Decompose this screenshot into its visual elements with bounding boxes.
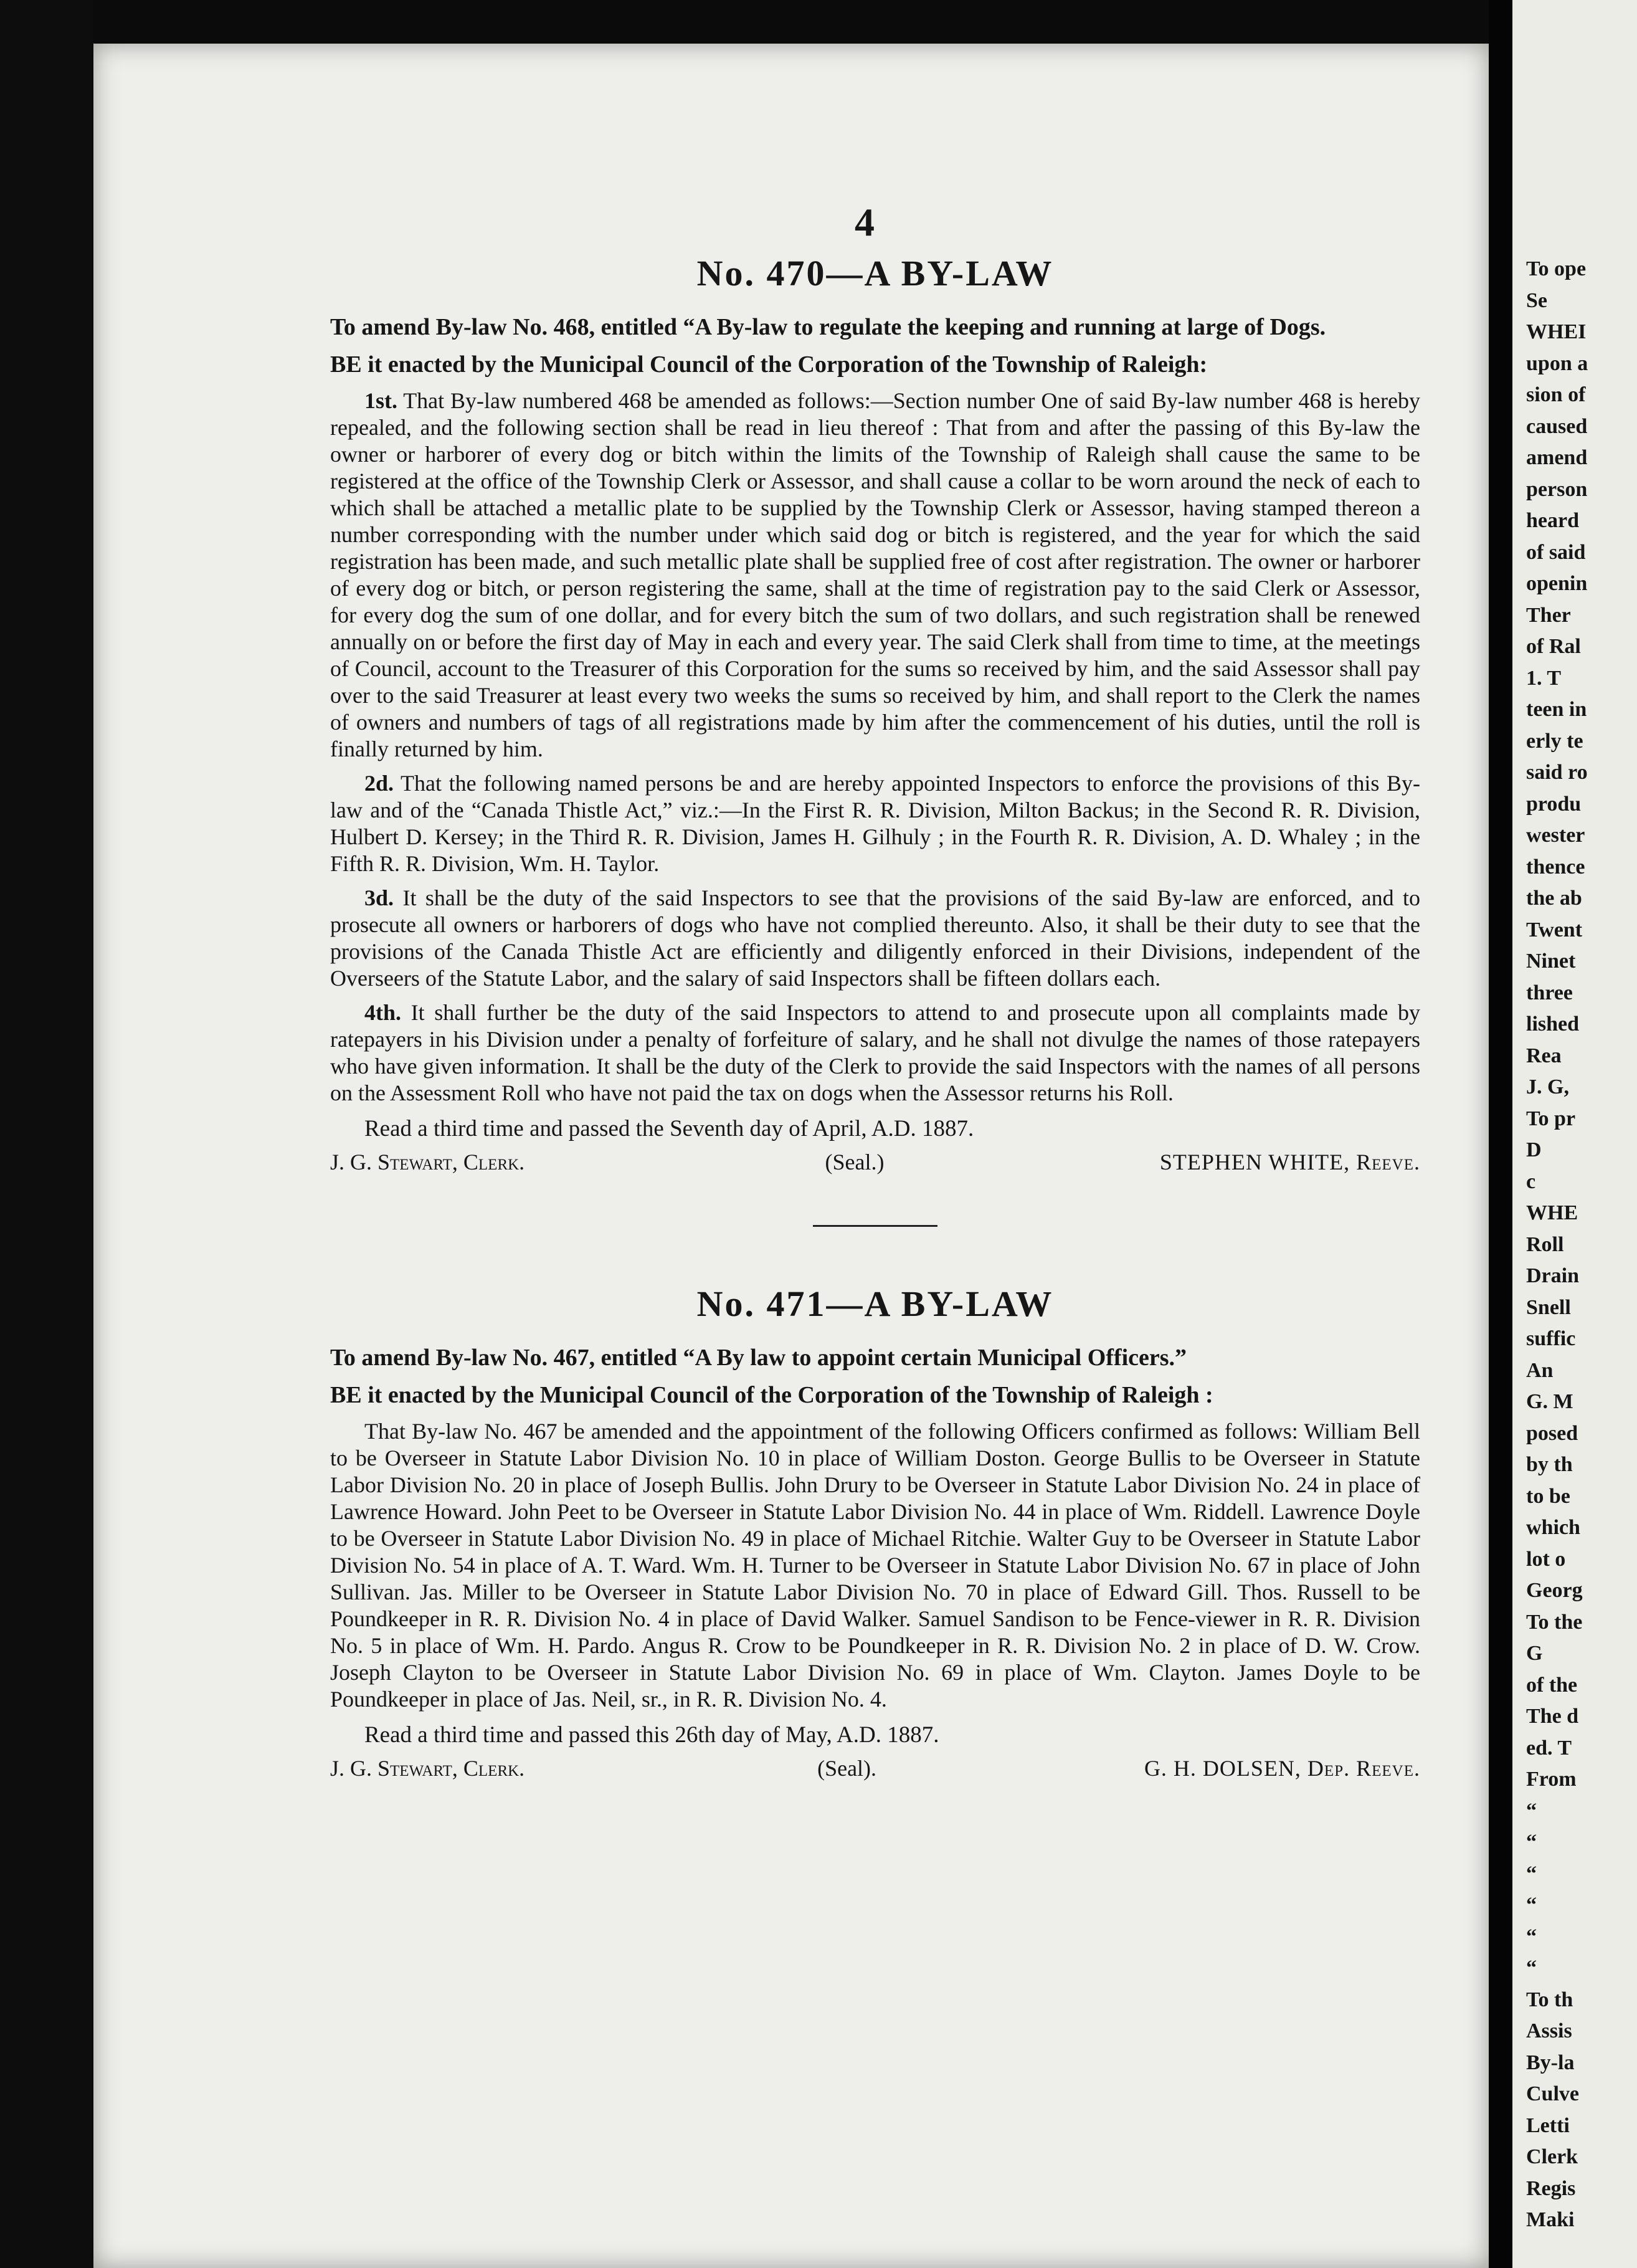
adjacent-page-line: which <box>1526 1516 1580 1539</box>
page-gutter <box>1489 0 1512 2268</box>
section-lead: 3d. <box>364 885 394 910</box>
reeve-signature: STEPHEN WHITE, Reeve. <box>1159 1150 1420 1174</box>
bylaw-470-signatures <box>330 1149 1420 1175</box>
adjacent-page-line: openin <box>1526 572 1588 595</box>
adjacent-page-line: Rea <box>1526 1044 1562 1067</box>
adjacent-page-line: upon a <box>1526 351 1588 375</box>
adjacent-page-line: 1. T <box>1526 666 1562 690</box>
section-lead: 1st. <box>364 388 397 413</box>
adjacent-page-line: WHE <box>1526 1201 1578 1224</box>
adjacent-page-line: By-la <box>1526 2051 1575 2074</box>
adjacent-page-line: teen in <box>1526 698 1587 721</box>
adjacent-page-line: “ <box>1526 1799 1537 1822</box>
section-text: That the following named persons be and are hereby appointed Inspectors to enforce the provisions of this By-law and of the “Canada Thistle Act,” viz.:—In the First R. R. Division, Milton Backus; in the Second R. R. Division, Hulbert D. Kersey; in the Third R. R. Division, James H. Gilhuly ; in the Fourth R. R. Division, A. D. Whaley ; in the Fifth R. R. Division, Wm. H. Taylor. <box>330 771 1420 876</box>
adjacent-page-line: the ab <box>1526 887 1582 910</box>
bylaw-470-enactment: BE it enacted by the Municipal Council of the Corporation of the Township of Raleigh: <box>330 351 1208 378</box>
section-divider <box>813 1225 937 1227</box>
adjacent-page-line: “ <box>1526 1925 1537 1948</box>
adjacent-page-line: Georg <box>1526 1579 1583 1602</box>
section-lead: 4th. <box>364 1000 402 1025</box>
adjacent-page-line: of the <box>1526 1673 1578 1697</box>
section-text: It shall further be the duty of the said Inspectors to attend to and prosecute upon all complaints made by ratepayers in his Division under a penalty of forfeiture of salary, and he shall not divulge the names of those ratepayers who have given information. It shall be the duty of the Clerk to provide the said Inspectors with the names of all persons on the Assessment Roll who have not paid the tax on dogs when the Assessor returns his Roll. <box>330 1000 1420 1105</box>
adjacent-page-line: J. G, <box>1526 1075 1569 1098</box>
adjacent-page-line: Snell <box>1526 1295 1571 1319</box>
bylaw-470-subtitle: To amend By-law No. 468, entitled “A By-law to regulate the keeping and running at large of Dogs. <box>330 314 1326 340</box>
adjacent-page-line: “ <box>1526 1956 1537 1980</box>
adjacent-page-line: “ <box>1526 1862 1537 1885</box>
adjacent-page-line: wester <box>1526 824 1585 847</box>
adjacent-page-line: three <box>1526 981 1573 1004</box>
adjacent-page-line: by th <box>1526 1453 1573 1476</box>
bylaw-470-section-2 <box>330 770 1420 877</box>
adjacent-page-line: Drain <box>1526 1264 1579 1287</box>
adjacent-page-line: Twent <box>1526 918 1583 941</box>
adjacent-page-line: produ <box>1526 792 1582 816</box>
adjacent-page-fragment <box>1512 0 1637 2268</box>
adjacent-page-line: G. M <box>1526 1390 1573 1413</box>
bylaw-471-enactment: BE it enacted by the Municipal Council of the Corporation of the Township of Raleigh : <box>330 1382 1213 1408</box>
adjacent-page-line: D <box>1526 1138 1542 1161</box>
adjacent-page-line: thence <box>1526 855 1585 879</box>
adjacent-page-line: “ <box>1526 1831 1537 1854</box>
adjacent-page-line: to be <box>1526 1484 1570 1508</box>
adjacent-page-line: said ro <box>1526 761 1588 784</box>
adjacent-page-line: To the <box>1526 1610 1583 1634</box>
seal-label: (Seal). <box>817 1756 877 1781</box>
seal-label: (Seal.) <box>825 1150 885 1174</box>
adjacent-page-line: To pr <box>1526 1107 1576 1130</box>
adjacent-page-line: To th <box>1526 1988 1573 2011</box>
adjacent-page-line: lot o <box>1526 1547 1566 1571</box>
scan-left-margin <box>0 0 93 2268</box>
adjacent-page-line: person <box>1526 477 1588 501</box>
adjacent-page-line: lished <box>1526 1012 1580 1036</box>
adjacent-page-line: Letti <box>1526 2113 1570 2137</box>
bylaw-471-body: That By-law No. 467 be amended and the appointment of the following Officers confirmed as follows: William Bell to be Overseer in Statute Labor Division No. 10 in place of William Doston. George Bullis to be Overseer in Statute Labor Division No. 20 in place of Joseph Bullis. John Drury to be Overseer in Statute Labor Division No. 24 in place of Lawrence Howard. John Peet to be Overseer in Statute Labor Division No. 44 in place of Wm. Riddell. Lawrence Doyle to be Overseer in Statute Labor Division No. 49 in place of Michael Ritchie. Walter Guy to be Overseer in Statute Labor Division No. 54 in place of A. T. Ward. Wm. H. Turner to be Overseer in Statute Labor Division No. 67 in place of John Sullivan. Jas. Miller to be Overseer in Statute Labor Division No. 70 in place of Edward Gill. Thos. Russell to be Poundkeeper in R. R. Division No. 4 in place of David Walker. Samuel Sandison to be Fence-viewer in R. R. Division No. 5 in place of Wm. H. Pardo. Angus R. Crow to be Poundkeeper in R. R. Division No. 2 in place of D. W. Crow. Joseph Clayton to be Overseer in Statute Labor Division No. 69 in place of Wm. Clayton. James Doyle to be Poundkeeper in place of Jas. Neil, sr., in R. R. Division No. 4. <box>330 1419 1420 1712</box>
adjacent-page-line: of Ral <box>1526 635 1581 658</box>
adjacent-page-line: Se <box>1526 288 1547 312</box>
adjacent-page-line: caused <box>1526 414 1588 438</box>
clerk-signature: J. G. Stewart, Clerk. <box>330 1756 525 1781</box>
adjacent-page-line: of said <box>1526 540 1586 564</box>
adjacent-page-line: Assis <box>1526 2019 1572 2042</box>
adjacent-page-line: “ <box>1526 1894 1537 1917</box>
adjacent-page-line: ed. T <box>1526 1736 1572 1760</box>
adjacent-page-line: suffic <box>1526 1327 1576 1350</box>
bylaw-470-section-1 <box>330 388 1420 763</box>
adjacent-page-line: To ope <box>1526 257 1587 280</box>
page-content <box>330 252 1420 1781</box>
section-text: It shall be the duty of the said Inspectors to see that the provisions of the said By-law are enforced, and to prosecute all owners or harborers of dogs who have not complied thereunto. Also, it shall be their duty to see that the provisions of the Canada Thistle Act are efficiently and diligently enforced in their Divisions, independent of the Overseers of the Statute Labor, and the salary of said Inspectors shall be fifteen dollars each. <box>330 885 1421 991</box>
section-text: That By-law numbered 468 be amended as follows:—Section number One of said By-law number 468 is hereby repealed, and the following section shall be read in lieu thereof : That from and after the passing of this By-law the owner or harborer of every dog or bitch within the limits of the Township of Raleigh shall cause the same to be registered at the office of the Township Clerk or Assessor, and shall cause a collar to be worn around the neck of each to which shall be attached a metallic plate to be supplied by the Township Clerk or Assessor, having stamped thereon a number corresponding with the number under which said dog or bitch is registered, and the year for which the said registration has been made, and such metallic plate shall be supplied free of cost after registration. The owner or harborer of every dog or bitch, or person registering the same, shall at the time of registration pay to the said Clerk or Assessor, for every dog the sum of one dollar, and for every bitch the sum of two dollars, and such registration shall be renewed annually on or before the first day of May in each and every year. The said Clerk shall from time to time, at the meetings of Council, account to the Treasurer of this Corporation for the sums so received by him, and the said Assessor shall pay over to the said Treasurer at least every two weeks the sums so received by him, and shall report to the Clerk the names of owners and numbers of tags of all registrations made by him after the commencement of his duties, until the roll is finally returned by him. <box>330 388 1420 761</box>
adjacent-page-line: heard <box>1526 509 1579 532</box>
bylaw-471-read-line: Read a third time and passed this 26th day of May, A.D. 1887. <box>364 1722 939 1748</box>
adjacent-page-line: Clerk <box>1526 2145 1578 2168</box>
bylaw-470-title: No. 470—A BY-LAW <box>696 253 1054 293</box>
section-lead: 2d. <box>364 771 394 796</box>
adjacent-page-line: WHEI <box>1526 320 1587 343</box>
page-number: 4 <box>855 200 875 244</box>
bylaw-470-read-line: Read a third time and passed the Seventh day of April, A.D. 1887. <box>364 1116 974 1141</box>
adjacent-page-line: Maki <box>1526 2208 1575 2231</box>
adjacent-page-line: Ninet <box>1526 950 1576 973</box>
adjacent-page-line: The d <box>1526 1705 1579 1728</box>
adjacent-page-line: From <box>1526 1768 1577 1791</box>
adjacent-page-line: Ther <box>1526 603 1571 627</box>
adjacent-page-line: erly te <box>1526 729 1583 753</box>
adjacent-page-line: c <box>1526 1170 1536 1193</box>
bylaw-470-section-3 <box>330 885 1420 992</box>
bylaw-470 <box>330 252 1420 1175</box>
bylaw-471-signatures <box>330 1755 1420 1781</box>
adjacent-page-line: sion of <box>1526 383 1586 406</box>
adjacent-page-line: Roll <box>1526 1232 1564 1256</box>
adjacent-page-line: amend <box>1526 446 1588 469</box>
adjacent-page-line: Culve <box>1526 2082 1579 2105</box>
bylaw-471-title: No. 471—A BY-LAW <box>696 1284 1054 1324</box>
reeve-signature: G. H. DOLSEN, Dep. Reeve. <box>1144 1756 1420 1781</box>
adjacent-page-line: posed <box>1526 1421 1578 1445</box>
bylaw-471-subtitle: To amend By-law No. 467, entitled “A By law to appoint certain Municipal Officers.” <box>330 1345 1187 1371</box>
clerk-signature: J. G. Stewart, Clerk. <box>330 1150 525 1174</box>
adjacent-page-line: An <box>1526 1358 1554 1382</box>
adjacent-page-line: G <box>1526 1642 1543 1665</box>
bylaw-470-section-4 <box>330 999 1420 1107</box>
bylaw-471 <box>330 1283 1420 1781</box>
adjacent-page-line: Regis <box>1526 2176 1576 2200</box>
